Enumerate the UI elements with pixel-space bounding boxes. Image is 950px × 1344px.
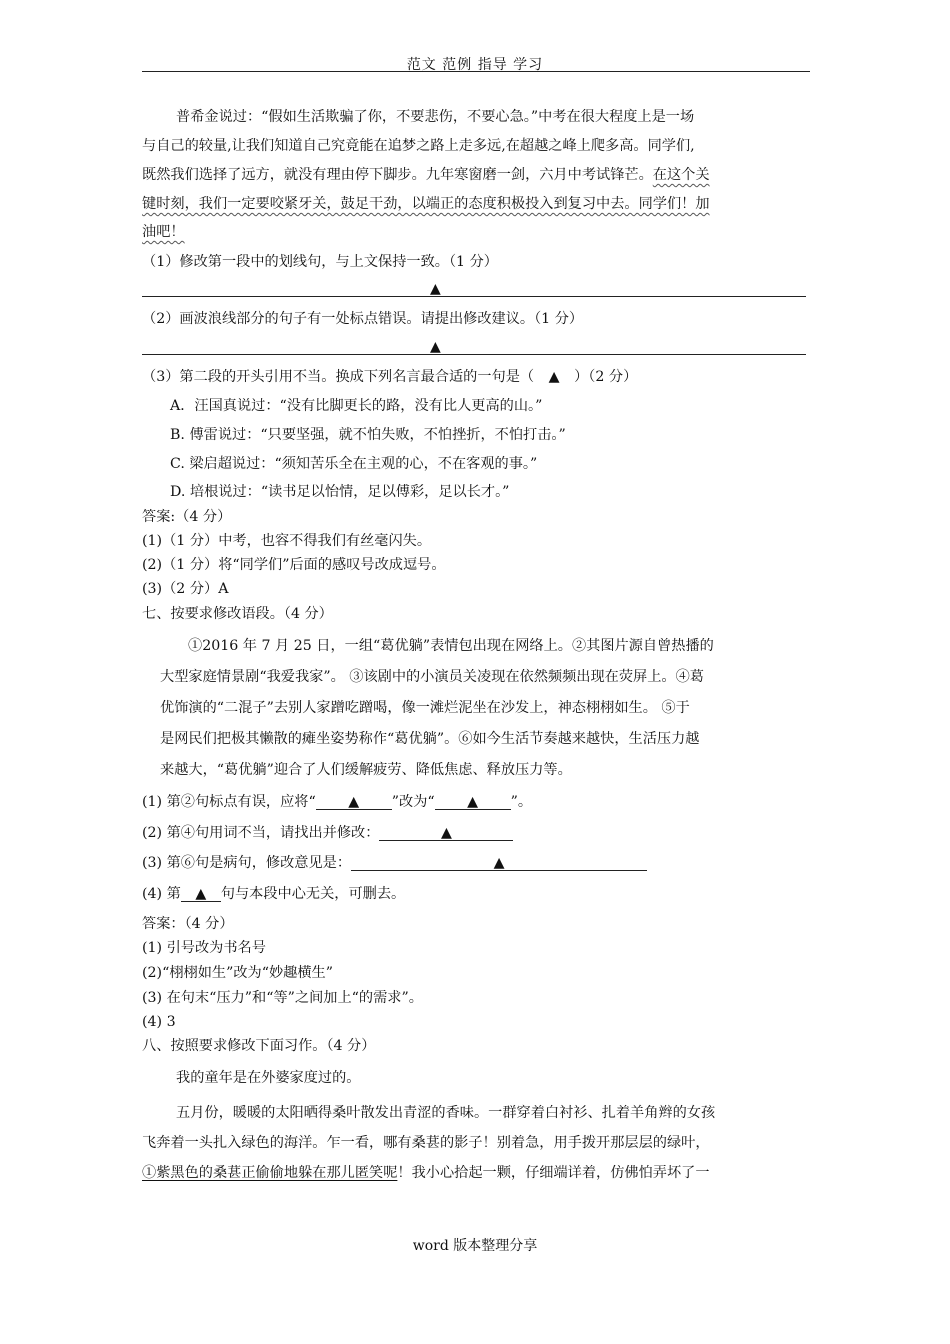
answer-line-1[interactable] xyxy=(142,296,806,297)
intro-line-3-text: 既然我们选择了远方，就没有理由停下脚步。九年寒窗磨一剑，六月中考试锋芒。 xyxy=(142,167,653,183)
q7-sub-1 xyxy=(142,792,532,812)
answer-triangle-2: ▲ xyxy=(430,339,441,355)
q8-line-2: 五月份，暖暖的太阳晒得桑叶散发出青涩的香味。一群穿着白衬衫、扎着羊角辫的女孩 xyxy=(176,1105,716,1121)
q7-sub-2 xyxy=(142,823,513,843)
q7-sub-4 xyxy=(142,884,405,904)
blank-2[interactable]: ▲ xyxy=(379,823,513,841)
q6-answer-2: (2)（1 分）将“同学们”后面的感叹号改成逗号。 xyxy=(142,557,446,573)
q6-sub-3-text: （3）第二段的开头引用不当。换成下列名言最合适的一句是（ xyxy=(142,369,535,385)
q7-title: 七、按要求修改语段。（4 分） xyxy=(142,606,333,622)
q7-para-line-3: 优饰演的“二混子”去别人家蹭吃蹭喝，像一滩烂泥坐在沙发上，神态栩栩如生。 ⑤于 xyxy=(160,700,690,716)
q7-para-line-4: 是网民们把极其懒散的瘫坐姿势称作“葛优躺”。⑥如今生活节奏越来越快，生活压力越 xyxy=(160,731,700,747)
q6-sub-3 xyxy=(142,367,637,387)
intro-line-2: 与自己的较量,让我们知道自己究竟能在追梦之路上走多远,在超越之峰上爬多高。同学们, xyxy=(142,138,695,154)
underlined-sentence: ①紫黑色的桑葚正偷偷地躲在那儿匿笑呢 xyxy=(142,1165,398,1181)
q8-title: 八、按照要求修改下面习作。（4 分） xyxy=(142,1038,376,1054)
page-header: 范文 范例 指导 学习 xyxy=(406,57,544,73)
wavy-sentence-start: 在这个关 xyxy=(652,167,710,183)
q7-sub-1-text: (1) 第②句标点有误，应将“ xyxy=(142,794,316,810)
q7-sub-3-text: (3) 第⑥句是病句，修改意见是： xyxy=(142,855,352,871)
q7-answer-1: (1) 引号改为书名号 xyxy=(142,940,266,956)
answer-triangle-3[interactable]: ▲ xyxy=(548,369,560,385)
option-a: A．汪国真说过：“没有比脚更长的路，没有比人更高的山。” xyxy=(170,398,543,414)
answer-triangle-1: ▲ xyxy=(430,281,441,297)
q6-sub-1: （1）修改第一段中的划线句，与上文保持一致。（1 分） xyxy=(142,254,498,270)
intro-line-3 xyxy=(142,165,814,185)
q6-answer-3: (3)（2 分）A xyxy=(142,581,229,597)
blank-1b[interactable]: ▲ xyxy=(435,792,511,810)
q7-para-line-5: 来越大，“葛优躺”迎合了人们缓解疲劳、降低焦虑、释放压力等。 xyxy=(160,762,572,778)
q8-line-4 xyxy=(142,1163,710,1183)
wavy-sentence-line-5: 油吧！ xyxy=(142,224,185,240)
q7-sub-3 xyxy=(142,853,647,873)
q7-sub-4-end: 句与本段中心无关，可删去。 xyxy=(220,886,406,902)
q6-answer-title: 答案:（4 分） xyxy=(142,509,232,525)
q6-answer-1: (1)（1 分）中考，也容不得我们有丝毫闪失。 xyxy=(142,533,432,549)
blank-1a[interactable]: ▲ xyxy=(316,792,392,810)
q6-sub-3-points: ）（2 分） xyxy=(574,369,638,385)
q7-answer-2: (2)“栩栩如生”改为“妙趣横生” xyxy=(142,965,333,981)
intro-line-1: 普希金说过：“假如生活欺骗了你，不要悲伤，不要心急。”中考在很大程度上是一场 xyxy=(176,109,695,125)
q8-line-4-rest: ！我小心拾起一颗，仔细端详着，仿佛怕弄坏了一 xyxy=(397,1165,710,1181)
q7-sub-4-text: (4) 第 xyxy=(142,886,181,902)
q8-line-3: 飞奔着一头扎入绿色的海洋。乍一看，哪有桑葚的影子！别着急，用手拨开那层层的绿叶， xyxy=(142,1135,710,1151)
option-c: C. 梁启超说过：“须知苦乐全在主观的心，不在客观的事。” xyxy=(170,456,538,472)
q8-line-1: 我的童年是在外婆家度过的。 xyxy=(176,1070,361,1086)
q6-sub-2: （2）画波浪线部分的句子有一处标点错误。请提出修改建议。（1 分） xyxy=(142,311,584,327)
blank-4[interactable]: ▲ xyxy=(181,884,221,902)
wavy-sentence-line-4: 键时刻，我们一定要咬紧牙关，鼓足干劲，以端正的态度积极投入到复习中去。同学们！加 xyxy=(142,196,710,212)
option-d: D. 培根说过：“读书足以怡情，足以傅彩，足以长才。” xyxy=(170,484,510,500)
q7-answer-title: 答案：（4 分） xyxy=(142,916,234,932)
q7-para-line-1: ①2016 年 7 月 25 日，一组“葛优躺”表情包出现在网络上。②其图片源自曾热播的 xyxy=(188,638,714,654)
q7-para-line-2: 大型家庭情景剧“我爱我家”。 ③该剧中的小演员关凌现在依然频频出现在荧屏上。④葛 xyxy=(160,669,704,685)
header-rule xyxy=(142,71,810,72)
q7-sub-1-mid: ”改为“ xyxy=(391,794,435,810)
blank-3[interactable]: ▲ xyxy=(351,853,647,871)
q7-answer-3: (3) 在句末“压力”和“等”之间加上“的需求”。 xyxy=(142,990,423,1006)
q7-sub-2-text: (2) 第④句用词不当，请找出并修改： xyxy=(142,825,380,841)
option-b: B. 傅雷说过：“只要坚强，就不怕失败，不怕挫折，不怕打击。” xyxy=(170,427,566,443)
page-footer: word 版本整理分享 xyxy=(412,1238,538,1254)
q7-answer-4: (4) 3 xyxy=(142,1014,176,1030)
q7-sub-1-end: ”。 xyxy=(510,794,533,810)
answer-line-2[interactable] xyxy=(142,354,806,355)
